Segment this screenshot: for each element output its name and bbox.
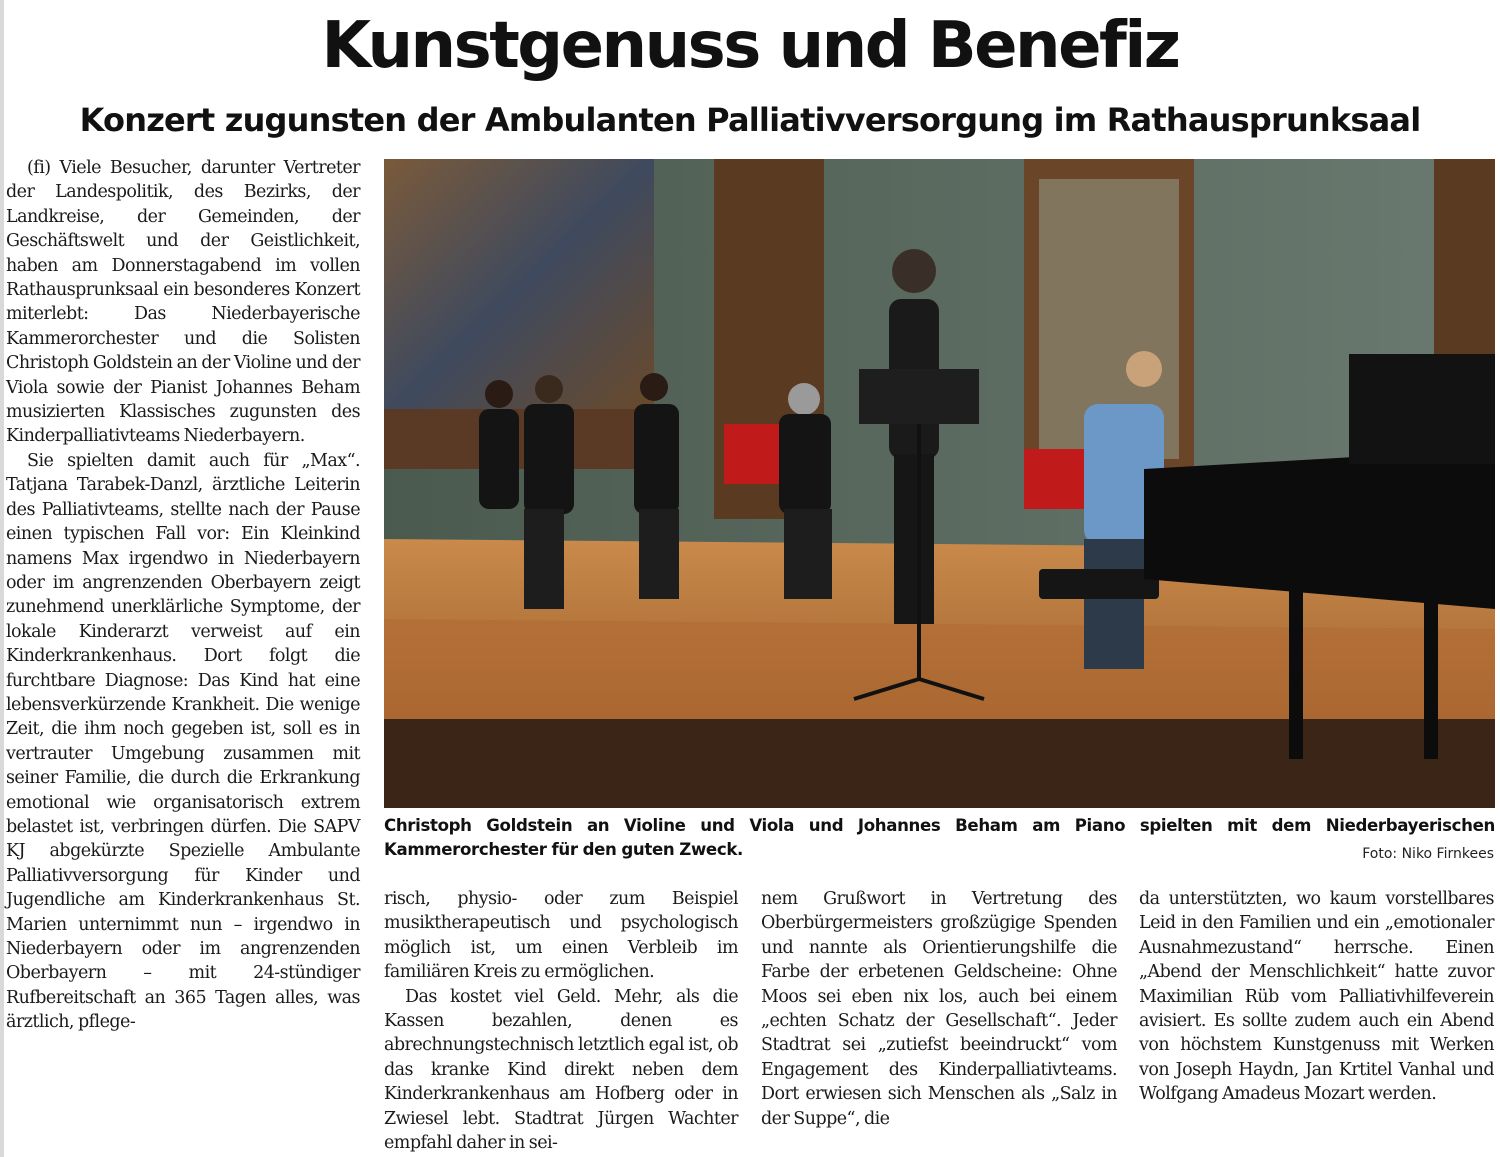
article-column-1	[6, 156, 360, 1035]
article-column-3	[761, 887, 1117, 1131]
subheadline: Konzert zugunsten der Ambulanten Palliativversorgung im Rathausprunksaal	[79, 101, 1421, 139]
photo-credit: Foto: Niko Firnkees	[1362, 846, 1494, 862]
page-edge	[0, 0, 4, 1157]
paragraph: Das kostet viel Geld. Mehr, als die Kassen bezahlen, denen es abrechnungstechnisch letztlich egal ist, ob das kranke Kind direkt neben dem Kinderkrankenhaus am Hofberg oder in Zwiesel lebt. Stadtrat Jürgen Wachter empfahl daher in sei-	[384, 986, 738, 1154]
paragraph: risch, physio- oder zum Beispiel musiktherapeutisch und psychologisch möglich ist, um einen Verbleib im familiären Kreis zu ermöglichen.	[384, 889, 738, 983]
paragraph: nem Grußwort in Vertretung des Oberbürgermeisters großzügige Spenden und nannte als Orientierungshilfe die Farbe der erbetenen Geldscheine: Ohne Moos sei eben nix los, auch bei einem „echten Schatz der Gesellschaft“. Jeder Stadtrat sei „zutiefst beeindruckt“ vom Engagement des Kinderpalliativteams. Dort erwiesen sich Menschen als „Salz in der Suppe“, die	[761, 889, 1117, 1129]
concert-photo-illustration	[384, 159, 1495, 808]
article-column-4	[1139, 887, 1494, 1107]
headline: Kunstgenuss und Benefiz	[321, 9, 1179, 83]
article-column-2	[384, 887, 738, 1155]
paragraph: da unterstützten, wo kaum vorstellbares Leid in den Familien und ein „emotionaler Ausnahmezustand“ herrsche. Einen „Abend der Menschlichkeit“ hatte zuvor Maximilian Rüb vom Palliativhilfeverein avisiert. Es sollte zudem auch ein Abend von höchstem Kunstgenuss mit Werken von Joseph Haydn, Jan Krtitel Vanhal und Wolfgang Amadeus Mozart werden.	[1139, 889, 1494, 1105]
paragraph: Sie spielten damit auch für „Max“. Tatjana Tarabek-Danzl, ärztliche Leiterin des Palliativteams, stellte nach der Pause einen typischen Fall vor: Ein Kleinkind namens Max irgendwo in Niederbayern oder im angrenzenden Oberbayern zeigt zunehmend unerklärliche Symptome, der lokale Kinderarzt verweist auf ein Kinderkrankenhaus. Dort folgt die furchtbare Diagnose: Das Kind hat eine lebensverkürzende Krankheit. Die wenige Zeit, die ihm noch gegeben ist, soll es in vertrauter Umgebung zusammen mit seiner Familie, die durch die Erkrankung emotional wie organisatorisch extrem belastet ist, verbringen dürfen. Die SAPV KJ abgekürzte Spezielle Ambulante Palliativversorgung für Kinder und Jugendliche am Kinderkrankenhaus St. Marien unternimmt nun – irgendwo in Niederbayern oder im angrenzenden Oberbayern – mit 24-stündiger Rufbereitschaft an 365 Tagen alles, was ärztlich, pflege-	[6, 450, 360, 1033]
photo-caption: Christoph Goldstein an Violine und Viola und Johannes Beham am Piano spielten mit dem Niederbayerischen Kammerorchester für den guten Zweck.	[384, 816, 1495, 859]
paragraph: (fi) Viele Besucher, darunter Vertreter der Landespolitik, des Bezirks, der Landkreise, der Gemeinden, der Geschäftswelt und der Geistlichkeit, haben am Donnerstagabend im vollen Rathausprunksaal ein besonderes Konzert miterlebt: Das Niederbayerische Kammerorchester und die Solisten Christoph Goldstein an der Violine und der Viola sowie der Pianist Johannes Beham musizierten Klassisches zugunsten des Kinderpalliativteams Niederbayern.	[6, 158, 360, 447]
concert-photo	[384, 159, 1495, 808]
